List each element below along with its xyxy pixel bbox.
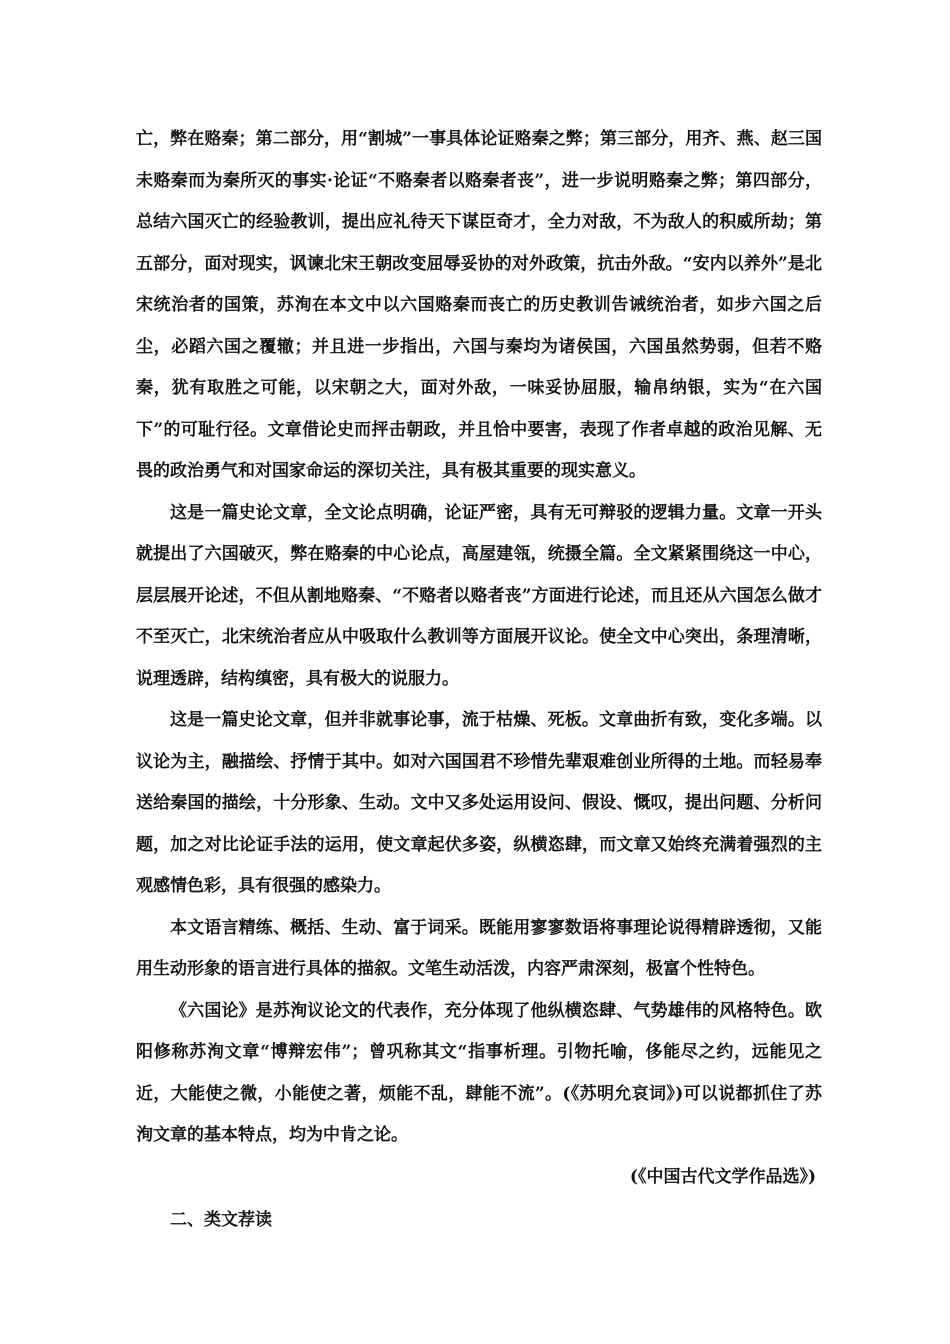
paragraph-evaluation: 《六国论》是苏洵议论文的代表作，充分体现了他纵横恣肆、气势雄伟的风格特色。欧阳修称苏洵文章“博辩宏伟”；曾巩称其文“指事析理。引物托喻，侈能尽之约，远能见之近，大能使之微，小能使之著，烦能不乱，肆能不流”。(《苏明允哀词》)可以说都抓住了苏洵文章的基本特点，均为中肯之论。 [136,1000,822,1145]
source-citation: (《中国古代文学作品选》) [629,1166,816,1187]
paragraph-language: 本文语言精练、概括、生动、富于词采。既能用寥寥数语将事理论说得精辟透彻，又能用生动形象的语言进行具体的描叙。文笔生动活泼，内容严肃深刻，极富个性特色。 [136,917,822,979]
document-body [136,119,822,1242]
paragraph-argument: 这是一篇史论文章，全文论点明确，论证严密，具有无可辩驳的逻辑力量。文章一开头就提出了六国破灭，弊在赂秦的中心论点，高屋建瓴，统摄全篇。全文紧紧围绕这一中心，层层展开论述，不但从割地赂秦、“不赂者以赂者丧”方面进行论述，而且还从六国怎么做才不至灭亡，北宋统治者应从中吸取什么教训等方面展开议论。使全文中心突出，条理清晰，说理透辟，结构缜密，具有极大的说服力。 [136,502,822,689]
section-heading: 二、类文荐读 [170,1210,272,1230]
paragraph-continuation: 亡，弊在赂秦；第二部分，用“割城”一事具体论证赂秦之弊；第三部分，用齐、燕、赵三国未赂秦而为秦所灭的事实·论证“不赂秦者以赂秦者丧”，进一步说明赂秦之弊；第四部分，总结六国灭亡的经验教训，提出应礼待天下谋臣奇才，全力对敌，不为敌人的积威所劫；第五部分，面对现实，讽谏北宋王朝改变屈辱妥协的对外政策，抗击外敌。“安内以养外”是北宋统治者的国策，苏洵在本文中以六国赂秦而丧亡的历史教训告诫统治者，如步六国之后尘，必蹈六国之覆辙；并且进一步指出，六国与秦均为诸侯国，六国虽然势弱，但若不赂秦，犹有取胜之可能，以宋朝之大，面对外敌，一味妥协屈服，输帛纳银，实为“在六国下”的可耻行径。文章借论史而抨击朝政，并且恰中要害，表现了作者卓越的政治见解、无畏的政治勇气和对国家命运的深切关注，具有极其重要的现实意义。 [136,129,822,481]
paragraph-style: 这是一篇史论文章，但并非就事论事，流于枯燥、死板。文章曲折有致，变化多端。以议论为主，融描绘、抒情于其中。如对六国国君不珍惜先辈艰难创业所得的土地。而轻易奉送给秦国的描绘，十分形象、生动。文中又多处运用设问、假设、慨叹，提出问题、分析问题，加之对比论证手法的运用，使文章起伏多姿，纵横恣肆，而文章又始终充满着强烈的主观感情色彩，具有很强的感染力。 [136,710,822,896]
